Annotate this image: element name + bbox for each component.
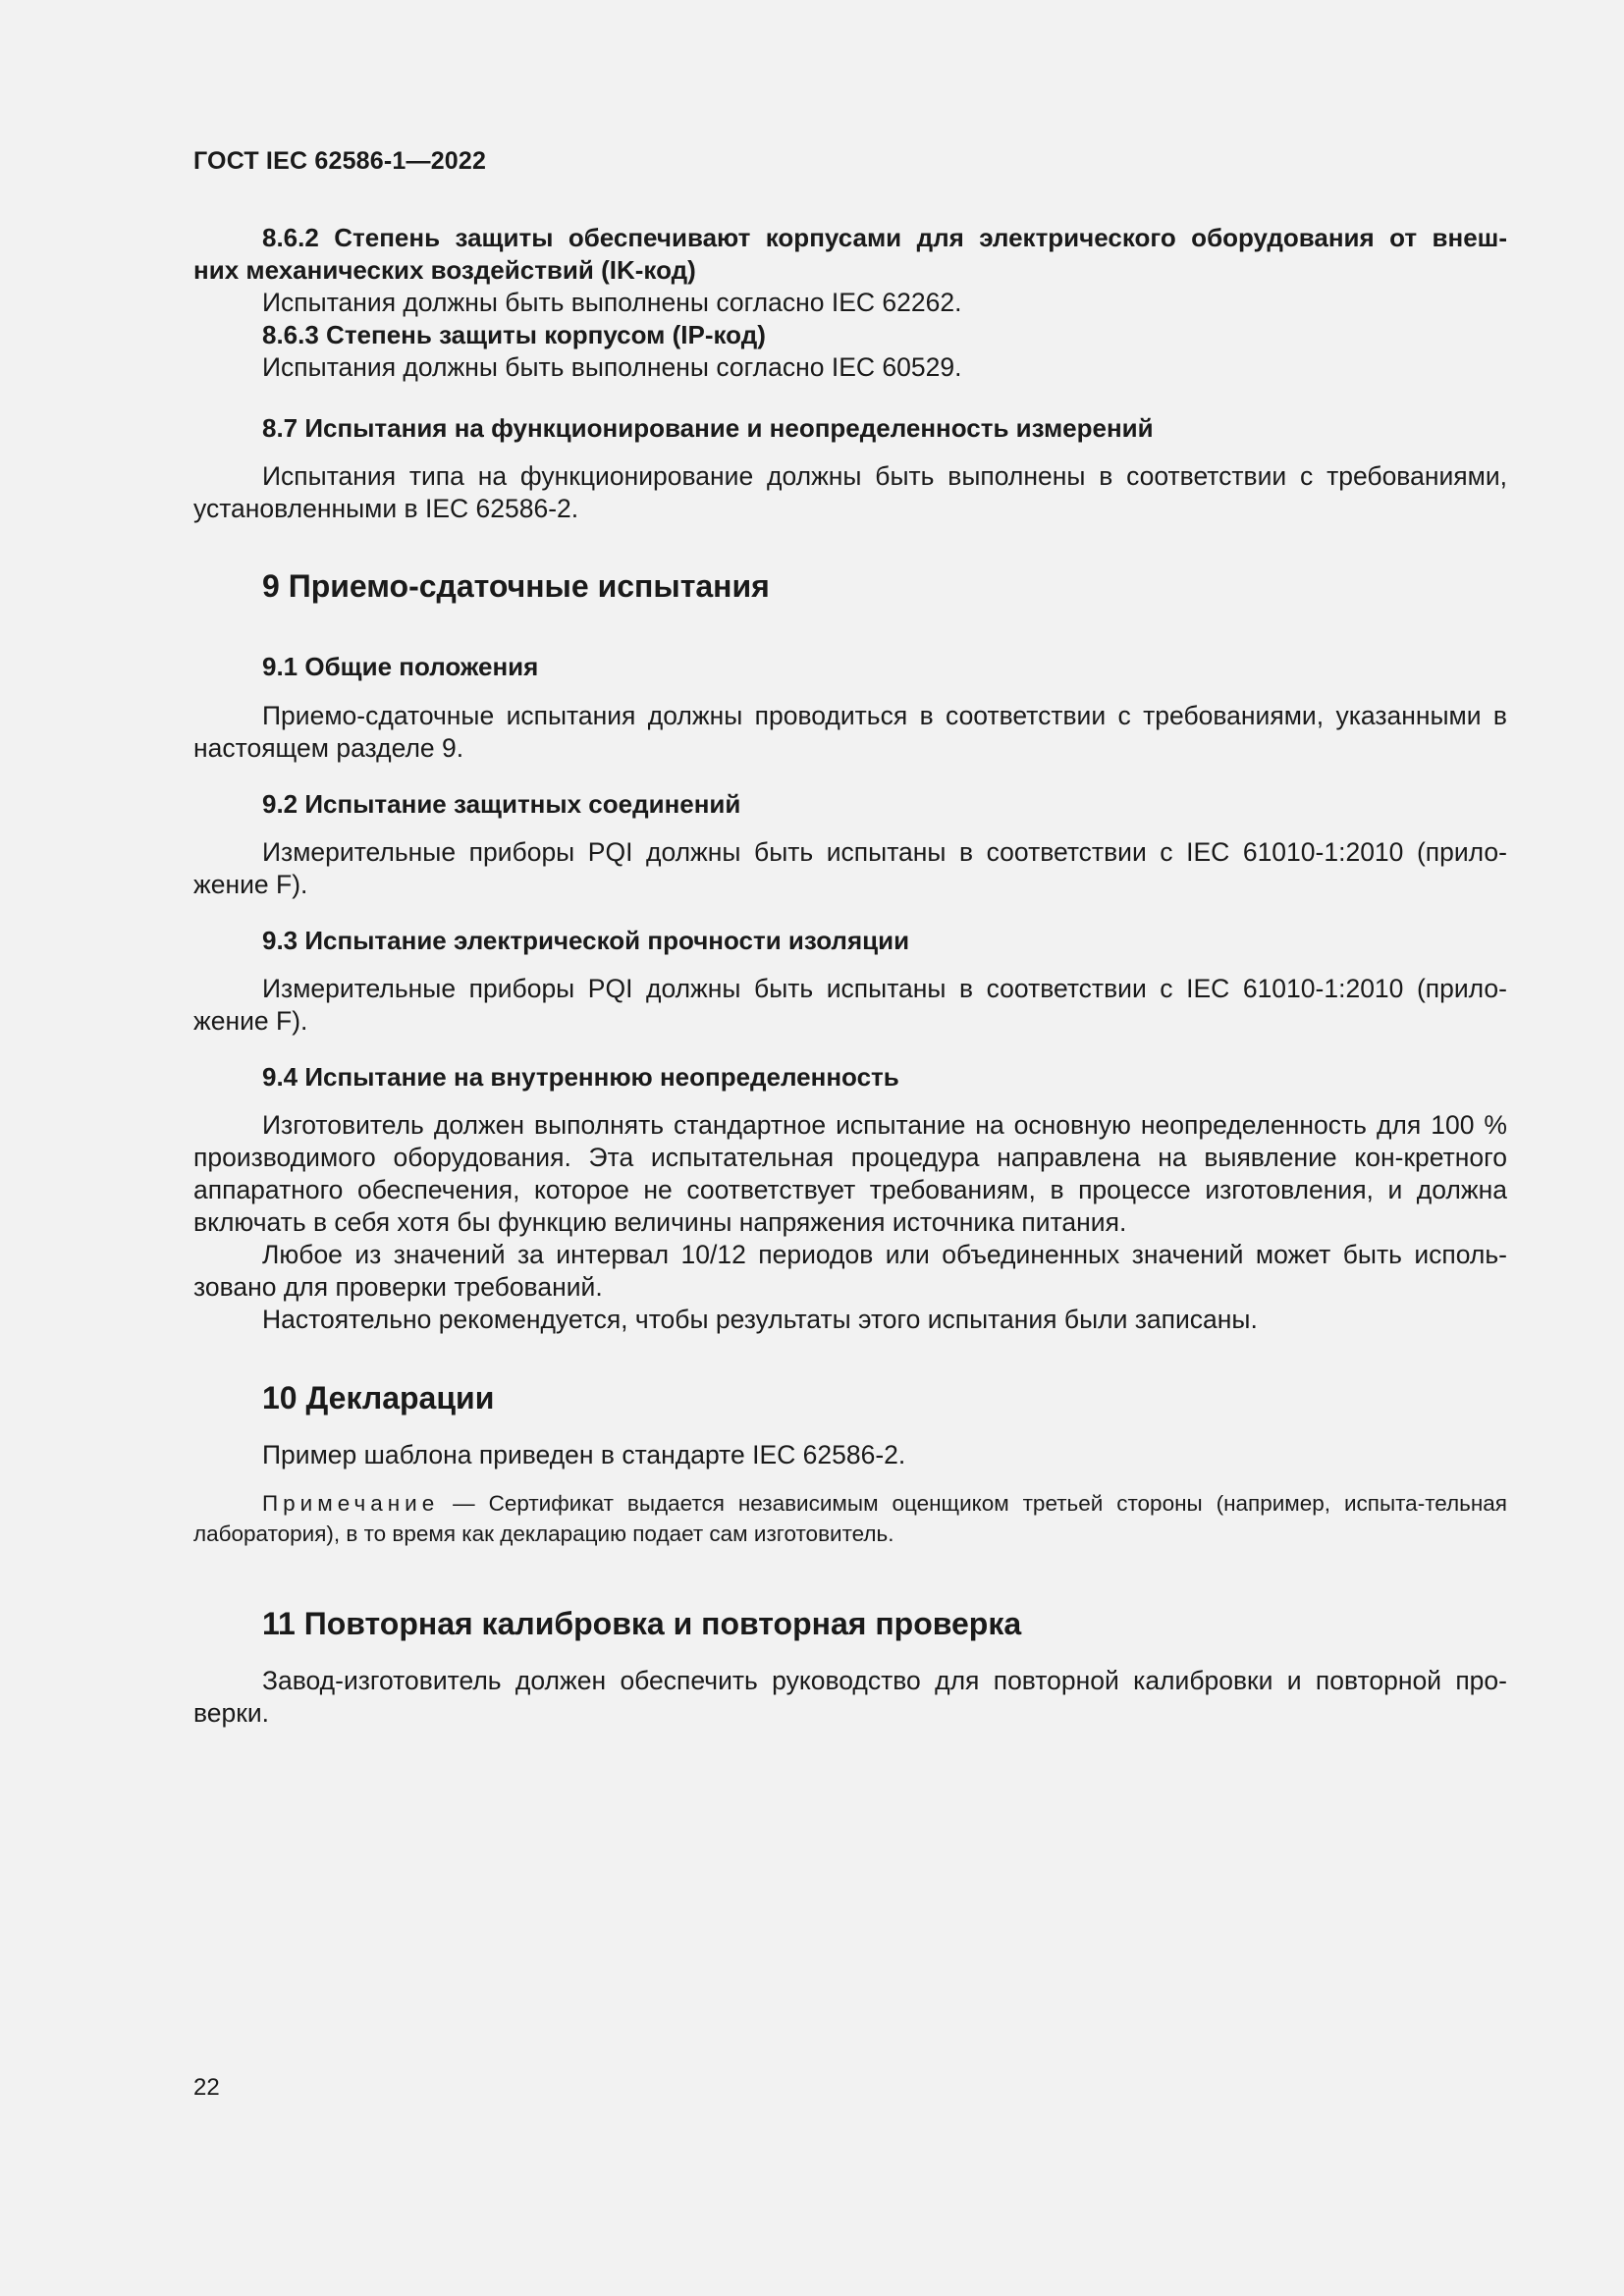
section-11-title: 11 Повторная калибровка и повторная проверка [262, 1606, 1022, 1641]
section-10-body [193, 1439, 1507, 1471]
section-11-text: Завод-изготовитель должен обеспечить руководство для повторной калибровки и повторной про-верки. [193, 1666, 1507, 1728]
section-11 [193, 1604, 1507, 1643]
section-9-1-text: Приемо-сдаточные испытания должны проводиться в соответствии с требованиями, указанными в настоящем разделе 9. [193, 701, 1507, 763]
section-9-4-p3: Настоятельно рекомендуется, чтобы результаты этого испытания были записаны. [262, 1305, 1258, 1334]
section-8-6-2-title [193, 222, 1507, 254]
section-9-4 [193, 1061, 1507, 1094]
section-9-4-p1: Изготовитель должен выполнять стандартное испытание на основную неопределенность для 100 % производимого оборудования. Эта испытательная процедура направлена на выявление кон-кретного аппаратного обеспечения, которое не соответствует требованиям, в процессе изготовления, и должна включать в себя хотя бы функцию величины напряжения источника питания. [193, 1110, 1507, 1237]
document-header: ГОСТ IEC 62586-1—2022 [193, 147, 487, 175]
section-9-3-text: Измерительные приборы PQI должны быть испытаны в соответствии с IEC 61010-1:2010 (прило-жение F). [193, 974, 1507, 1036]
section-9-1 [193, 651, 1507, 683]
section-9 [193, 566, 1507, 606]
section-9-4-p2: Любое из значений за интервал 10/12 периодов или объединенных значений может быть исполь-зовано для проверки требований. [193, 1240, 1507, 1302]
section-9-1-title: 9.1 Общие положения [262, 652, 539, 681]
section-8-6-3-text: Испытания должны быть выполнены согласно IEC 60529. [262, 352, 962, 382]
section-8-6-2-title-line1: 8.6.2 Степень защиты обеспечивают корпусами для электрического оборудования от внеш- [262, 223, 1507, 252]
section-9-2-title: 9.2 Испытание защитных соединений [262, 789, 741, 819]
section-8-6-2-text: Испытания должны быть выполнены согласно IEC 62262. [262, 288, 962, 317]
section-8-6-2-title-cont: них механических воздействий (IK-код) [193, 255, 696, 285]
section-9-2-text: Измерительные приборы PQI должны быть испытаны в соответствии с IEC 61010-1:2010 (прило-жение F). [193, 837, 1507, 899]
note-paragraph [193, 1488, 1507, 1549]
section-10-note [193, 1488, 1507, 1549]
section-8-7-text: Испытания типа на функционирование должны быть выполнены в соответствии с требованиями, установленными в IEC 62586-2. [193, 461, 1507, 523]
section-10-title: 10 Декларации [262, 1380, 495, 1415]
section-9-4-title: 9.4 Испытание на внутреннюю неопределенность [262, 1062, 899, 1092]
section-9-2 [193, 788, 1507, 821]
section-10 [193, 1378, 1507, 1417]
note-text: — Сертификат выдается независимым оценщиком третьей стороны (например, испыта-тельная лаборатория), в то время как декларацию подает сам изготовитель. [193, 1491, 1507, 1546]
page-number: 22 [193, 2074, 220, 2101]
section-9-3-body [193, 973, 1507, 1038]
section-9-2-body [193, 836, 1507, 901]
section-9-title: 9 Приемо-сдаточные испытания [262, 568, 770, 604]
section-11-body [193, 1665, 1507, 1730]
section-9-1-body [193, 700, 1507, 765]
section-8-6-3-title: 8.6.3 Степень защиты корпусом (IP-код) [262, 320, 766, 349]
section-8-7 [193, 412, 1507, 445]
section-9-3 [193, 925, 1507, 957]
section-10-text: Пример шаблона приведен в стандарте IEC 62586-2. [262, 1440, 906, 1469]
section-8-6-2 [193, 222, 1507, 384]
section-8-7-body [193, 460, 1507, 525]
section-9-3-title: 9.3 Испытание электрической прочности изоляции [262, 926, 910, 955]
note-label: Примечание [262, 1491, 440, 1516]
section-9-4-body [193, 1109, 1507, 1336]
section-8-7-title: 8.7 Испытания на функционирование и неопределенность измерений [262, 413, 1154, 443]
